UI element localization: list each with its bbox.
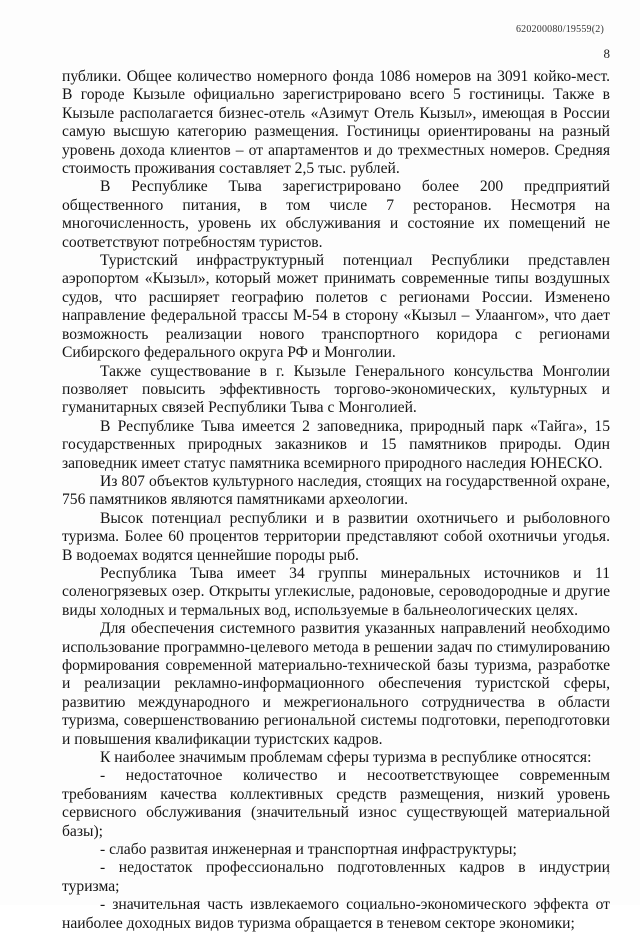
- paragraph-nature-reserves: В Республике Тыва имеется 2 заповедника, природный парк «Тайга», 15 государственных природных заказников и 15 памятников природы. Один заповедник имеет статус памятника всемирного природного наследия ЮНЕСКО.: [62, 417, 610, 472]
- list-item: - значительная часть извлекаемого социально-экономического эффекта от наиболее доходных видов туризма обращается в теневом секторе экономики;: [62, 896, 610, 932]
- paragraph-program-method: Для обеспечения системного развития указанных направлений необходимо использование программно-целевого метода в решении задач по стимулированию формирования современной материально-технической базы туризма, разработке и реализации рекламно-информационного обеспечения туристской сферы, развитию международного и межрегионального сотрудничества в области туризма, совершенствованию региональной системы подготовки, переподготовки и повышения квалификации туристских кадров.: [62, 620, 610, 748]
- paragraph-infrastructure: Туристский инфраструктурный потенциал Республики представлен аэропортом «Кызыл», который может принимать современные типы воздушных судов, что расширяет географию полетов с регионами России. Изменено направление федеральной трассы М-54 в сторону «Кызыл – Улаангом», что дает возможность реализации нового транспортного коридора с регионами Сибирского федерального округа РФ и Монголии.: [62, 252, 610, 362]
- paragraph-mineral-springs: Республика Тыва имеет 34 группы минеральных источников и 11 соленогрязевых озер. Открыты углекислые, радоновые, сероводородные и другие виды холодных и термальных вод, используемые в бальнеологических целях.: [62, 564, 610, 619]
- list-item: - слабо развитая инженерная и транспортная инфраструктуры;: [100, 841, 517, 859]
- paragraph-problems-intro: К наиболее значимым проблемам сферы туризма в республике относятся:: [100, 749, 592, 767]
- scan-mark-glyph: ´: [606, 870, 614, 884]
- list-item: - недостаток профессионально подготовленных кадров в индустрии туризма;: [62, 859, 610, 895]
- document-id: 620200080/19559(2): [515, 24, 604, 35]
- paragraph-hunting-fishing: Высок потенциал республики и в развитии охотничьего и рыболовного туризма. Более 60 процентов территории представляют собой охотничьи угодья. В водоемах водятся ценнейшие породы рыб.: [62, 509, 610, 564]
- paragraph-catering: В Республике Тыва зарегистрировано более 200 предприятий общественного питания, в том числе 7 ресторанов. Несмотря на многочисленность, уровень их обслуживания и состояние их помещений не соответствуют потребностям туристов.: [62, 178, 610, 251]
- paragraph-consulate: Также существование в г. Кызыле Генерального консульства Монголии позволяет повысить эффективность торгово-экономических, культурных и гуманитарных связей Республики Тыва с Монголией.: [62, 362, 610, 417]
- paragraph-heritage: Из 807 объектов культурного наследия, стоящих на государственной охране, 756 памятников являются памятниками археологии.: [62, 472, 610, 509]
- paragraph-continuation: публики. Общее количество номерного фонда 1086 номеров на 3091 койко-мест. В городе Кызыле официально зарегистрировано всего 5 гостиницы. Также в Кызыле располагается бизнес-отель «Азимут Отель Кызыл», имеющая в России самую высшую категорию размещения. Гостиницы ориентированы на разный уровень дохода клиентов – от апартаментов и до трехместных номеров. Средняя стоимость проживания составляет 2,5 тыс. рублей.: [62, 68, 610, 178]
- list-item: - недостаточное количество и несоответствующее современным требованиям качества коллективных средств размещения, низкий уровень сервисного обслуживания (значительный износ существующей материальной базы);: [62, 767, 610, 840]
- page-number: 8: [603, 46, 610, 61]
- document-body: [62, 68, 610, 933]
